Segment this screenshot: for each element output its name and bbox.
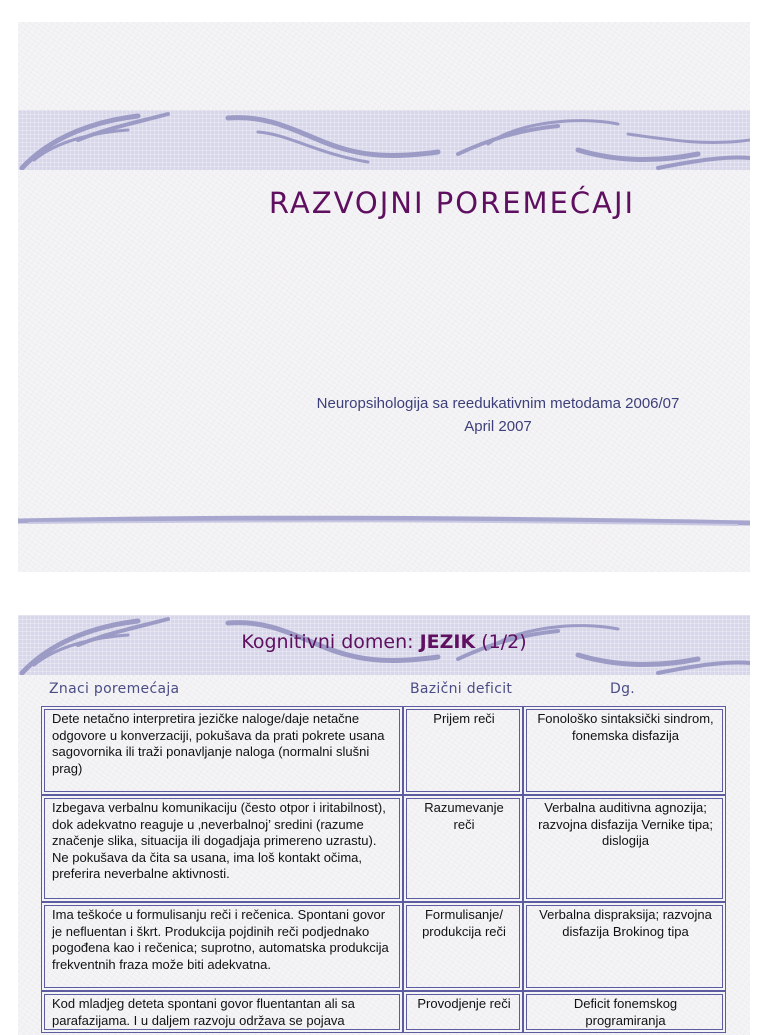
- slide-title: RAZVOJNI POREMEĆAJI: [268, 186, 636, 220]
- deficit-cell: Formulisanje/ produkcija reči: [403, 902, 523, 991]
- deficit-cell: Provodjenje reči: [403, 991, 523, 1033]
- table-row: [41, 991, 726, 1033]
- signs-cell: Izbegava verbalnu komunikaciju (često otpor i iritabilnost), dok adekvatno reaguje u ‚neverbalnoj’ sredini (razume značenje slika, situacija ili dogadjaja primereno uzrastu). Ne pokušava da čita sa usana, ima loš kontakt očima, preferira neverbalne aktivnosti.: [41, 795, 403, 902]
- signs-cell: Dete netačno interpretira jezičke naloge/daje netačne odgovore u konverzaciji, pokušava da prati pokrete usana sagovornika ili traži ponavljanje naloga (normalni slušni prag): [41, 706, 403, 795]
- swirl-ornament-icon: [18, 110, 750, 170]
- dg-cell: Verbalna dispraksija; razvojna disfazija Brokinog tipa: [523, 902, 726, 991]
- slide-title: [18, 631, 750, 653]
- dg-line: Fonološko sintaksički sindrom, fonemska disfazija: [537, 711, 714, 743]
- content-slide: [18, 615, 750, 1035]
- deficit-cell: Prijem reči: [403, 706, 523, 795]
- signs-cell: Ima teškoće u formulisanju reči i rečenica. Spontani govor je nefluentan i škrt. Produkcija pojdinih reči podjednako pogođena kao i rečenica; suprotno, automatska produkcija frekventnih fraza može biti adekvatna.: [41, 902, 403, 991]
- course-name: Neuropsihologija sa reedukativnim metodama 2006/07: [316, 395, 680, 412]
- table-row: [41, 902, 726, 991]
- title-slide: [18, 22, 750, 572]
- column-header-signs: Znaci poremećaja: [49, 681, 180, 697]
- title-suffix: (1/2): [475, 631, 527, 653]
- slide-subtitle: [278, 392, 718, 438]
- date: April 2007: [464, 418, 532, 435]
- deficit-cell: Razumevanje reči: [403, 795, 523, 902]
- column-header-deficit: Bazični deficit: [410, 681, 513, 697]
- table-row: [41, 706, 726, 795]
- title-keyword: JEZIK: [419, 631, 476, 653]
- title-prefix: Kognitivni domen:: [241, 631, 420, 653]
- table-row: [41, 795, 726, 902]
- column-header-dg: Dg.: [610, 681, 636, 697]
- dg-cell: [523, 706, 726, 795]
- bottom-divider-line: [18, 509, 750, 529]
- decorative-banner: [18, 110, 750, 170]
- symptoms-table: [41, 706, 726, 1033]
- dg-cell: Verbalna auditivna agnozija; razvojna disfazija Vernike tipa; dislogija: [523, 795, 726, 902]
- dg-cell: Deficit fonemskog programiranja: [523, 991, 726, 1033]
- signs-cell: Kod mladjeg deteta spontani govor fluentantan ali sa parafazijama. I u daljem razvoju održava se pojava: [41, 991, 403, 1033]
